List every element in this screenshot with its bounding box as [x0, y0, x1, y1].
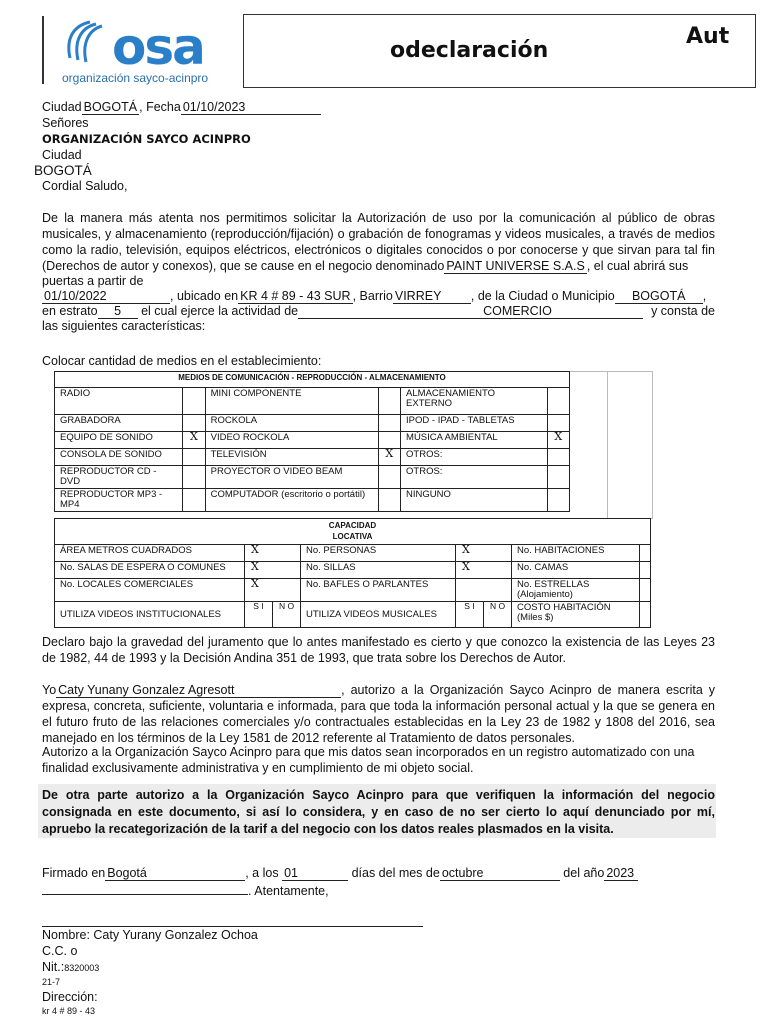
capacity-item-mark — [640, 545, 651, 562]
city-date-line: Ciudad BOGOTÁ , Fecha 01/10/2023 — [42, 100, 321, 115]
media-item-label: OTROS: — [401, 466, 548, 489]
media-item-mark — [378, 432, 400, 449]
media-item-mark — [547, 489, 569, 512]
media-extra-column — [570, 371, 608, 519]
document-title-right: Aut — [686, 24, 730, 49]
signed-month: octubre — [440, 867, 560, 881]
media-item-mark — [547, 449, 569, 466]
days-of-label: días del mes de — [351, 866, 440, 880]
media-table-header: MEDIOS DE COMUNICACIÓN - REPRODUCCIÓN - ALMACENAMIENTO — [55, 372, 570, 388]
capacity-item-mark: X — [245, 562, 301, 579]
media-item-mark — [183, 415, 205, 432]
media-item-mark: X — [547, 432, 569, 449]
si-option: S I — [245, 602, 273, 628]
city2-value: BOGOTÁ — [34, 163, 92, 178]
media-item-label: GRABADORA — [55, 415, 183, 432]
media-item-mark — [378, 415, 400, 432]
media-item-label: REPRODUCTOR CD - DVD — [55, 466, 183, 489]
cc-label: C.C. o — [42, 944, 78, 958]
capacity-item-label: UTILIZA VIDEOS INSTITUCIONALES — [55, 602, 245, 628]
barrio-value: VIRREY — [393, 290, 471, 304]
located-label: , ubicado en — [170, 289, 239, 303]
capacity-item-label: No. SALAS DE ESPERA O COMUNES — [55, 562, 245, 579]
media-item-label: PROYECTOR O VIDEO BEAM — [205, 466, 378, 489]
media-row — [55, 449, 570, 466]
nit-suffix: 21-7 — [42, 977, 61, 987]
media-item-mark — [378, 466, 400, 489]
capacity-item-label: No. BAFLES O PARLANTES — [301, 579, 456, 602]
capacity-item-mark: X — [456, 562, 512, 579]
address-value: KR 4 # 89 - 43 SUR — [240, 289, 351, 303]
opens-line: puertas a partir de — [42, 274, 144, 288]
logo-divider — [42, 16, 44, 84]
year-label: del año — [563, 866, 605, 880]
verification-paragraph: De otra parte autorizo a la Organización Sayco Acinpro para que verifiquen la información del negocio consignada en este documento, si así lo considera, y en caso de no ser cierto lo aquí denunciado por mí, apruebo la recategorización de la tarif a del negocio con los datos reales plasmados en la visita. — [42, 788, 715, 836]
city2-label: Ciudad — [42, 148, 82, 162]
activity-value: COMERCIO — [298, 305, 643, 319]
org-name: ORGANIZACIÓN SAYCO ACINPRO — [42, 132, 251, 146]
capacity-item-mark: X — [245, 545, 301, 562]
closing-line — [42, 882, 329, 898]
media-item-label: EQUIPO DE SONIDO — [55, 432, 183, 449]
media-item-label: VIDEO ROCKOLA — [205, 432, 378, 449]
no-option: N O — [273, 602, 301, 628]
media-item-mark — [378, 489, 400, 512]
media-item-label: TELEVISIÓN — [205, 449, 378, 466]
media-row — [55, 489, 570, 512]
si-option: S I — [456, 602, 484, 628]
consta-text: y consta de — [651, 304, 715, 318]
nit-label: Nit.: — [42, 960, 65, 974]
signer-address: kr 4 # 89 - 43 — [42, 1006, 96, 1016]
capacity-row — [55, 579, 651, 602]
media-table — [54, 371, 570, 512]
capacity-item-mark — [640, 562, 651, 579]
date-label: Fecha — [146, 100, 181, 114]
capacity-item-label: UTILIZA VIDEOS MUSICALES — [301, 602, 456, 628]
media-item-label: MÚSICA AMBIENTAL — [401, 432, 548, 449]
capacity-row — [55, 602, 651, 628]
features-line: las siguientes características: — [42, 319, 206, 333]
logo-subtitle: organización sayco-acinpro — [62, 71, 209, 85]
authorization-paragraph-2: Autorizo a la Organización Sayco Acinpro para que mis datos sean incorporados en un registro automatizado con una finalidad exclusivamente administrativa y en cumplimiento de mi objeto social. — [42, 745, 695, 775]
capacity-item-label: COSTO HABITACIÓN (Miles $) — [512, 602, 640, 628]
city-value: BOGOTÁ — [83, 100, 138, 114]
estrato-line — [42, 304, 715, 319]
logo-wordmark: osa — [112, 18, 204, 76]
location-line: 01/10/2022 , ubicado en KR 4 # 89 - 43 SUR , Barrio VIRREY , de la Ciudad o Municipio BOGOTÁ , — [44, 289, 707, 303]
greeting-to: Señores — [42, 116, 89, 130]
media-item-label: CONSOLA DE SONIDO — [55, 449, 183, 466]
signed-place: Bogotá — [105, 867, 245, 881]
request-text: De la manera más atenta nos permitimos solicitar la Autorización de uso por la comunicación al público de obras musicales, y almacenamiento (reproducción/fijación) o grabación de fonogramas y videos musicales, a través de medios como la radio, televisión, equipos eléctricos, electrónicos o digitales conocidos o por conocerse y que sirvan para tal fin (Derechos de autor y conexos), que se cause en el negocio denominado — [42, 211, 715, 273]
authorization-paragraph — [42, 682, 715, 746]
signed-in-label: Firmado en — [42, 866, 106, 880]
open-date: 01/10/2022 — [42, 290, 170, 304]
signed-day: 01 — [282, 867, 348, 881]
capacity-item-mark: X — [245, 579, 301, 602]
media-item-mark — [183, 388, 205, 415]
media-item-mark: X — [378, 449, 400, 466]
signer-name: Nombre: Caty Yurany Gonzalez Ochoa — [42, 928, 258, 942]
declaration-paragraph: Declaro bajo la gravedad del juramento que lo antes manifestado es cierto y que conozco la existencia de las Leyes 23 de 1982, 44 de 1993 y la Decisión Andina 351 de 1993, que trata sobre los Derechos de Autor. — [42, 635, 715, 665]
media-intro: Colocar cantidad de medios en el establecimiento: — [42, 354, 322, 368]
capacity-item-label: No. SILLAS — [301, 562, 456, 579]
logo-lines-icon — [60, 18, 112, 68]
capacity-row — [55, 545, 651, 562]
media-item-label: ALMACENAMIENTO EXTERNO — [401, 388, 548, 415]
estrato-label: en estrato — [42, 304, 98, 318]
municipality-value: BOGOTÁ — [615, 290, 703, 304]
media-item-mark — [183, 449, 205, 466]
capacity-item-label: ÁREA METROS CUADRADOS — [55, 545, 245, 562]
capacity-item-label: No. LOCALES COMERCIALES — [55, 579, 245, 602]
media-item-mark — [547, 415, 569, 432]
municipality-label: , de la Ciudad o Municipio — [470, 289, 615, 303]
city-label: Ciudad — [42, 100, 82, 114]
capacity-item-label: No. PERSONAS — [301, 545, 456, 562]
request-text-end: , el cual abrirá sus — [586, 259, 689, 273]
media-item-label: IPOD - IPAD - TABLETAS — [401, 415, 548, 432]
capacity-item-mark: X — [456, 545, 512, 562]
address-label: Dirección: — [42, 990, 98, 1004]
business-name: PAINT UNIVERSE S.A.S — [446, 259, 585, 273]
capacity-item-mark — [640, 602, 651, 628]
media-item-mark — [183, 466, 205, 489]
nit-value: 8320003 — [64, 963, 100, 973]
yo-label: Yo — [42, 683, 57, 697]
salutation: Cordial Saludo, — [42, 179, 128, 193]
capacity-row — [55, 562, 651, 579]
media-item-label: COMPUTADOR (escritorio o portátil) — [205, 489, 378, 512]
signature-blank — [42, 882, 248, 895]
media-item-mark — [547, 388, 569, 415]
no-option: N O — [484, 602, 512, 628]
signature-line — [42, 926, 423, 927]
media-item-label: REPRODUCTOR MP3 - MP4 — [55, 489, 183, 512]
capacity-item-mark — [640, 579, 651, 602]
media-item-mark — [547, 466, 569, 489]
authorizer-name: Caty Yunany Gonzalez Agresott — [56, 684, 341, 698]
nit-line — [42, 960, 99, 974]
activity-label: el cual ejerce la actividad de — [141, 304, 299, 318]
request-paragraph — [42, 210, 715, 274]
date-value: 01/10/2023 — [181, 101, 321, 115]
media-row — [55, 432, 570, 449]
media-item-label: MINI COMPONENTE — [205, 388, 378, 415]
signed-year: 2023 — [604, 867, 638, 881]
closing-text: . Atentamente, — [248, 884, 329, 898]
capacity-table-header: CAPACIDAD LOCATIVA — [55, 519, 651, 545]
capacity-item-mark — [456, 579, 512, 602]
document-title: odeclaración — [390, 38, 549, 63]
media-item-mark — [378, 388, 400, 415]
capacity-table — [54, 518, 651, 628]
signed-line — [42, 866, 638, 881]
estrato-value: 5 — [98, 305, 138, 319]
media-item-mark: X — [183, 432, 205, 449]
media-item-label: ROCKOLA — [205, 415, 378, 432]
media-row — [55, 415, 570, 432]
authorization-text: , autorizo a la Organización Sayco Acinpro de manera escrita y expresa, concreta, suficiente, voluntaria e informada, para que toda la información personal actual y la que se genera en el futuro fruto de las relaciones comerciales y/o contractuales establecidas en la Ley 23 de 1982 y 1808 del 2016, sea manejado en los términos de la Ley 1581 de 2012 referente al Tratamiento de datos personales. — [42, 683, 715, 745]
media-item-label: OTROS: — [401, 449, 548, 466]
capacity-item-label: No. ESTRELLAS (Alojamiento) — [512, 579, 640, 602]
media-item-label: RADIO — [55, 388, 183, 415]
media-row — [55, 388, 570, 415]
a-los-label: , a los — [245, 866, 279, 880]
media-row — [55, 466, 570, 489]
barrio-label: , Barrio — [352, 289, 393, 303]
media-item-mark — [183, 489, 205, 512]
capacity-item-label: No. CAMAS — [512, 562, 640, 579]
media-item-label: NINGUNO — [401, 489, 548, 512]
media-extra-column — [608, 371, 653, 519]
capacity-item-label: No. HABITACIONES — [512, 545, 640, 562]
